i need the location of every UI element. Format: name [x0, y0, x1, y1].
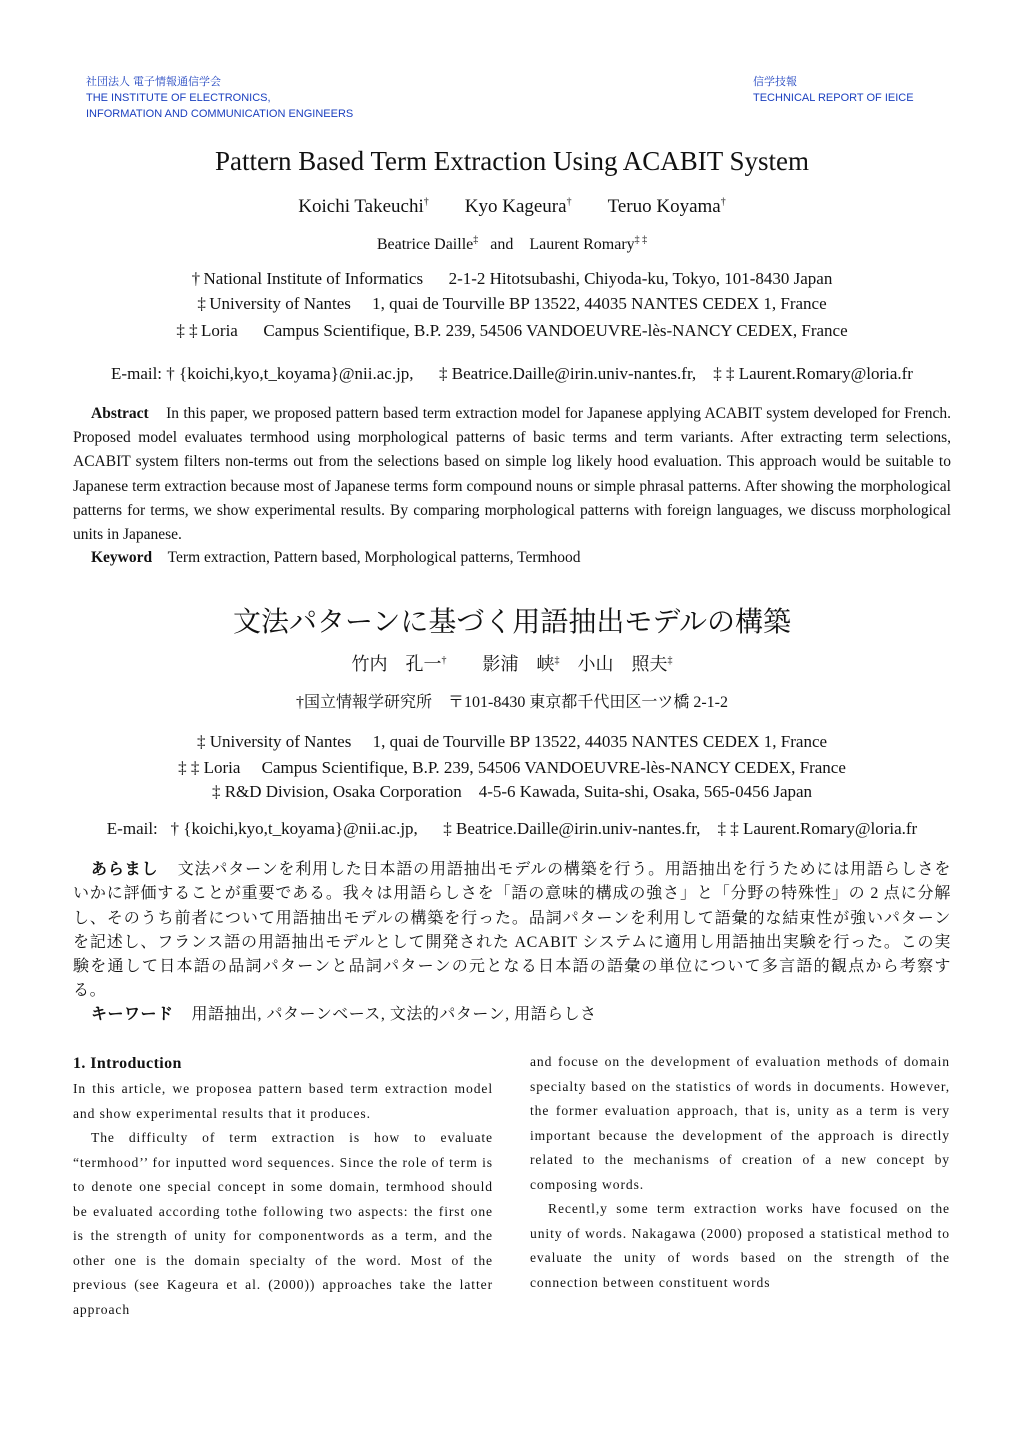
email-line — [0, 364, 1024, 384]
abstract-ja — [73, 858, 951, 1004]
author-line-2 — [0, 236, 1024, 254]
keyword-label: Keyword — [91, 549, 153, 566]
author-mark: † — [441, 655, 447, 666]
affiliation-name: National Institute of Informatics — [203, 269, 424, 288]
keywords-en — [91, 546, 581, 570]
section-title: 1. Introduction — [73, 1055, 182, 1072]
abstract-label-ja: あらまし — [91, 861, 159, 878]
society-name-ja: 社団法人 電子情報通信学会 — [86, 76, 222, 88]
author-mark: † — [566, 196, 572, 208]
keywords-ja — [91, 1003, 597, 1027]
author-name: 竹内 孔一 — [351, 654, 442, 674]
email-address: ‡ Beatrice.Daille@irin.univ-nantes.fr, — [443, 819, 701, 838]
affiliation-ja: ‡ University of Nantes 1, quai de Tourville BP 13522, 44035 NANTES CEDEX 1, France — [196, 732, 828, 751]
author-name: 影浦 峡 — [482, 654, 555, 674]
report-name-ja: 信学技報 — [753, 76, 797, 88]
affiliation-address: Campus Scientifique, B.P. 239, 54506 VANDOEUVRE-lès-NANCY CEDEX, France — [263, 321, 848, 340]
affiliation-name: Loria — [201, 321, 238, 340]
author-mark: ‡ — [667, 655, 673, 666]
abstract-en — [73, 402, 951, 547]
keyword-text-ja: 用語抽出, パターンベース, 文法的パターン, 用語らしさ — [191, 1006, 597, 1023]
affiliation-address: 1, quai de Tourville BP 13522, 44035 NANTES CEDEX 1, France — [372, 294, 827, 313]
keyword-label-ja: キーワード — [91, 1006, 174, 1023]
author-mark: † — [423, 196, 429, 208]
author-mark: ‡ ‡ — [634, 234, 648, 246]
society-header — [86, 74, 353, 122]
author-name: Teruo Koyama — [607, 196, 721, 217]
affiliation — [0, 294, 1024, 314]
email-address: † {koichi,kyo,t_koyama}@nii.ac.jp, — [166, 364, 414, 383]
paragraph: In this article, we proposea pattern based term extraction model and show experimental results that it produces. — [73, 1081, 493, 1121]
society-name-en-1: THE INSTITUTE OF ELECTRONICS, — [86, 92, 271, 104]
email-address: ‡ ‡ Laurent.Romary@loria.fr — [717, 819, 918, 838]
paragraph: Recentl,y some term extraction works have focused on the unity of words. Nakagawa (2000) proposed a statistical method to evaluate the unity of words based on the strength of the connection between constituent words — [530, 1201, 950, 1290]
affiliation-ja: ‡ ‡ Loria Campus Scientifique, B.P. 239, 54506 VANDOEUVRE-lès-NANCY CEDEX, France — [178, 758, 846, 777]
email-label: E-mail: — [106, 819, 158, 838]
paper-title: Pattern Based Term Extraction Using ACABIT System — [214, 146, 810, 176]
keyword-text: Term extraction, Pattern based, Morphological patterns, Termhood — [167, 549, 581, 566]
affiliation-name: University of Nantes — [209, 294, 351, 313]
author-mark: ‡ — [554, 655, 560, 666]
affiliation-ja: †国立情報学研究所 〒101-8430 東京都千代田区一ツ橋 2-1-2 — [296, 694, 728, 711]
email-address: † {koichi,kyo,t_koyama}@nii.ac.jp, — [170, 819, 418, 838]
affiliation-address: 2-1-2 Hitotsubashi, Chiyoda-ku, Tokyo, 101-8430 Japan — [448, 269, 833, 288]
email-label: E-mail: — [111, 364, 163, 383]
author-name: Beatrice Daille — [376, 236, 474, 253]
email-address: ‡ Beatrice.Daille@irin.univ-nantes.fr, — [439, 364, 697, 383]
author-name: Laurent Romary — [529, 236, 635, 253]
affiliation-ja: ‡ R&D Division, Osaka Corporation 4-5-6 Kawada, Suita-shi, Osaka, 565-0456 Japan — [211, 782, 813, 801]
author-name: Koichi Takeuchi — [298, 196, 424, 217]
affiliation — [0, 321, 1024, 341]
report-name-en: TECHNICAL REPORT OF IEICE — [753, 92, 914, 104]
abstract-text: In this paper, we proposed pattern based term extraction model for Japanese applying ACABIT system developed for French. Proposed model evaluates termhood using morphological patterns of basic terms and term variants. After extracting term selections, ACABIT system filters non-terms out from the selections based on simple log likely hood evaluation. This approach would be suitable to Japanese term extraction because most of Japanese terms form compound nouns or simple phrasal patterns. After showing the morphological patterns for terms, we show experimental results. By comparing morphological patterns with foreign languages, we discuss morphological units in Japanese. — [73, 405, 951, 544]
paper-title-ja: 文法パターンに基づく用語抽出モデルの構築 — [232, 607, 792, 638]
author-and: and — [490, 236, 514, 253]
email-address: ‡ ‡ Laurent.Romary@loria.fr — [713, 364, 913, 383]
author-mark: † — [720, 196, 726, 208]
affiliation-mark: † — [191, 269, 201, 288]
affiliation-mark: ‡ — [197, 294, 206, 313]
affiliation — [0, 269, 1024, 289]
society-name-en-2: INFORMATION AND COMMUNICATION ENGINEERS — [86, 108, 354, 120]
affiliation-mark: ‡ ‡ — [176, 321, 198, 340]
author-name: 小山 照夫 — [577, 654, 668, 674]
paragraph: and focuse on the development of evaluation methods of domain specialty based on the statistics of words in documents. However, the former evaluation approach, that is, unity as a term is very important because the development of the approach is directly related to the mechanisms of creation of a new concept by composing words. — [530, 1054, 950, 1192]
report-header — [753, 74, 914, 106]
body-column-left — [73, 1052, 493, 1322]
paragraph: The difficulty of term extraction is how to evaluate “termhood’’ for inputted word sequences. Since the role of term is to denote one special concept in some domain, termhood should be evaluated according tothe following two aspects: the first one is the strength of unity for componentwords as a term, and the other one is the domain specialty of the word. Most of the previous (see Kageura et al. (2000)) approaches take the latter approach — [73, 1130, 493, 1317]
email-line-ja — [0, 819, 1024, 839]
author-mark: ‡ — [473, 234, 479, 246]
abstract-text-ja: 文法パターンを利用した日本語の用語抽出モデルの構築を行う。用語抽出を行うためには用語らしさをいかに評価することが重要である。我々は用語らしさを「語の意味的構成の強さ」と「分野の特殊性」の 2 点に分解し、そのうち前者について用語抽出モデルの構築を行った。品詞パターンを利用して語彙的な結束性が強いパターンを記述し、フランス語の用語抽出モデルとして開発された ACABIT システムに適用し用語抽出実験を行った。この実験を通して日本語の品詞パターンと品詞パターンの元となる日本語の語彙の単位について多言語的観点から考察する。 — [73, 861, 951, 1000]
body-column-right — [530, 1050, 950, 1295]
author-line-ja — [0, 650, 1024, 676]
author-name: Kyo Kageura — [464, 196, 567, 217]
author-line-1 — [0, 196, 1024, 218]
abstract-label: Abstract — [91, 405, 149, 422]
